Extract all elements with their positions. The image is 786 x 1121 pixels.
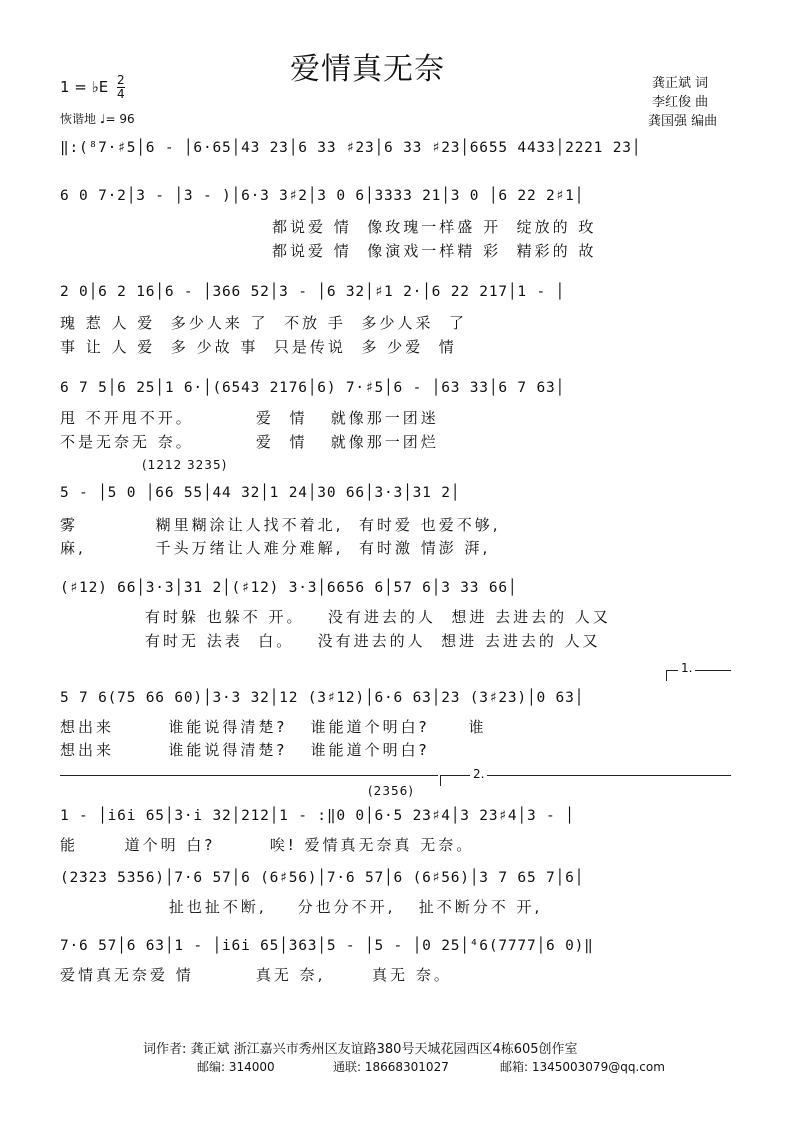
time-top: 2 — [116, 73, 125, 87]
time-signature — [117, 74, 125, 101]
arranger-credit: 龚国强 编曲 — [648, 114, 718, 129]
footer-phone: 通联: 18668301027 — [333, 1060, 449, 1074]
notation-line: 6 7 5│6 25│1 6·│(6543 2176│6) 7·♯5│6 - │63 33│6 7 63│ — [60, 380, 566, 396]
lyric-verse-1: 雾 糊里糊涂让人找不着北, 有时爱 也爱不够, — [60, 516, 501, 534]
notation-line: 2 0│6 2 16│6 - │366 52│3 - │6 32│♯1 2·│6 22 217│1 - │ — [60, 284, 566, 300]
page-title: 爱情真无奈 — [290, 52, 445, 87]
notation-line: 5 - │5 0 │66 55│44 32│1 24│30 66│3·3│31 2│ — [60, 485, 461, 501]
lyric-verse-2: 都说爱 情 像演戏一样精 彩 精彩的 故 — [272, 242, 597, 260]
ornament-notes: (2356) — [368, 784, 414, 798]
first-ending-bracket — [666, 670, 731, 681]
second-ending-label: 2. — [470, 767, 487, 781]
composer-credit: 李红俊 曲 — [652, 95, 709, 110]
lyric-verse-1: 爱情真无奈爱 情 真无 奈, 真无 奈。 — [60, 966, 452, 984]
second-ending-rule — [60, 775, 438, 776]
lyric-verse-2: 不是无奈无 奈。 爱 情 就像那一团烂 — [60, 433, 439, 451]
first-ending-label: 1. — [678, 661, 695, 675]
lyric-verse-1: 有时躲 也躲不 开。 没有进去的人 想进 去进去的 人又 — [145, 608, 611, 626]
footer-address: 词作者: 龚正斌 浙江嘉兴市秀州区友谊路380号天城花园西区4栋605创作室 — [143, 1042, 578, 1057]
ornament-notes: (1212 3235) — [142, 458, 228, 472]
lyric-verse-1: 能 道个明 白? 唉! 爱情真无奈真 无奈。 — [60, 836, 475, 854]
lyric-verse-1: 扯也扯不断, 分也分不开, 扯不断分不 开, — [130, 898, 543, 916]
lyric-verse-1: 瑰 惹 人 爱 多少人来 了 不放 手 多少人采 了 — [60, 314, 467, 332]
notation-line: (2323 5356)│7·6 57│6 (6♯56)│7·6 57│6 (6♯56)│3 7 65 7│6│ — [60, 870, 585, 886]
lyric-verse-2: 有时无 法表 白。 没有进去的人 想进 去进去的 人又 — [145, 632, 601, 650]
time-bottom: 4 — [116, 87, 125, 101]
notation-line: ‖:(⁸7·♯5│6 - │6·65│43 23│6 33 ♯23│6 33 ♯23│6655 4433│2221 23│ — [60, 140, 642, 156]
notation-line: 7·6 57│6 63│1 - │i6i 65│363│5 - │5 - │0 25│⁴6(7777│6 0)‖ — [60, 938, 594, 954]
lyric-verse-2: 事 让 人 爱 多 少故 事 只是传说 多 少爱 情 — [60, 338, 457, 356]
key-label: 1 = ♭E — [60, 78, 109, 96]
key-signature — [60, 74, 125, 101]
lyric-verse-1: 都说爱 情 像玫瑰一样盛 开 绽放的 玫 — [272, 218, 597, 236]
footer-email: 邮箱: 1345003079@qq.com — [500, 1060, 665, 1074]
notation-line: 6 0 7·2│3 - │3 - )│6·3 3♯2│3 0 6│3333 21│3 0 │6 22 2♯1│ — [60, 188, 585, 204]
footer-postcode: 邮编: 314000 — [197, 1060, 275, 1074]
lyricist-credit: 龚正斌 词 — [652, 76, 709, 91]
lyric-verse-2: 想出来 谁能说得清楚? 谁能道个明白? — [60, 741, 430, 759]
notation-line: 5 7 6(75 66 60)│3·3 32│12 (3♯12)│6·6 63│23 (3♯23)│0 63│ — [60, 690, 585, 706]
notation-line: (♯12) 66│3·3│31 2│(♯12) 3·3│6656 6│57 6│3 33 66│ — [60, 580, 518, 596]
lyric-verse-2: 麻, 千头万绪让人难分难解, 有时激 情澎 湃, — [60, 539, 491, 557]
lyric-verse-1: 甩 不开甩不开。 爱 情 就像那一团迷 — [60, 409, 439, 427]
lyric-verse-1: 想出来 谁能说得清楚? 谁能道个明白? 谁 — [60, 718, 487, 736]
notation-line: 1 - │i6i 65│3·i 32│212│1 - :‖0 0│6·5 23♯4│3 23♯4│3 - │ — [60, 808, 575, 824]
tempo-marking: 恢谐地 ♩= 96 — [60, 112, 135, 126]
